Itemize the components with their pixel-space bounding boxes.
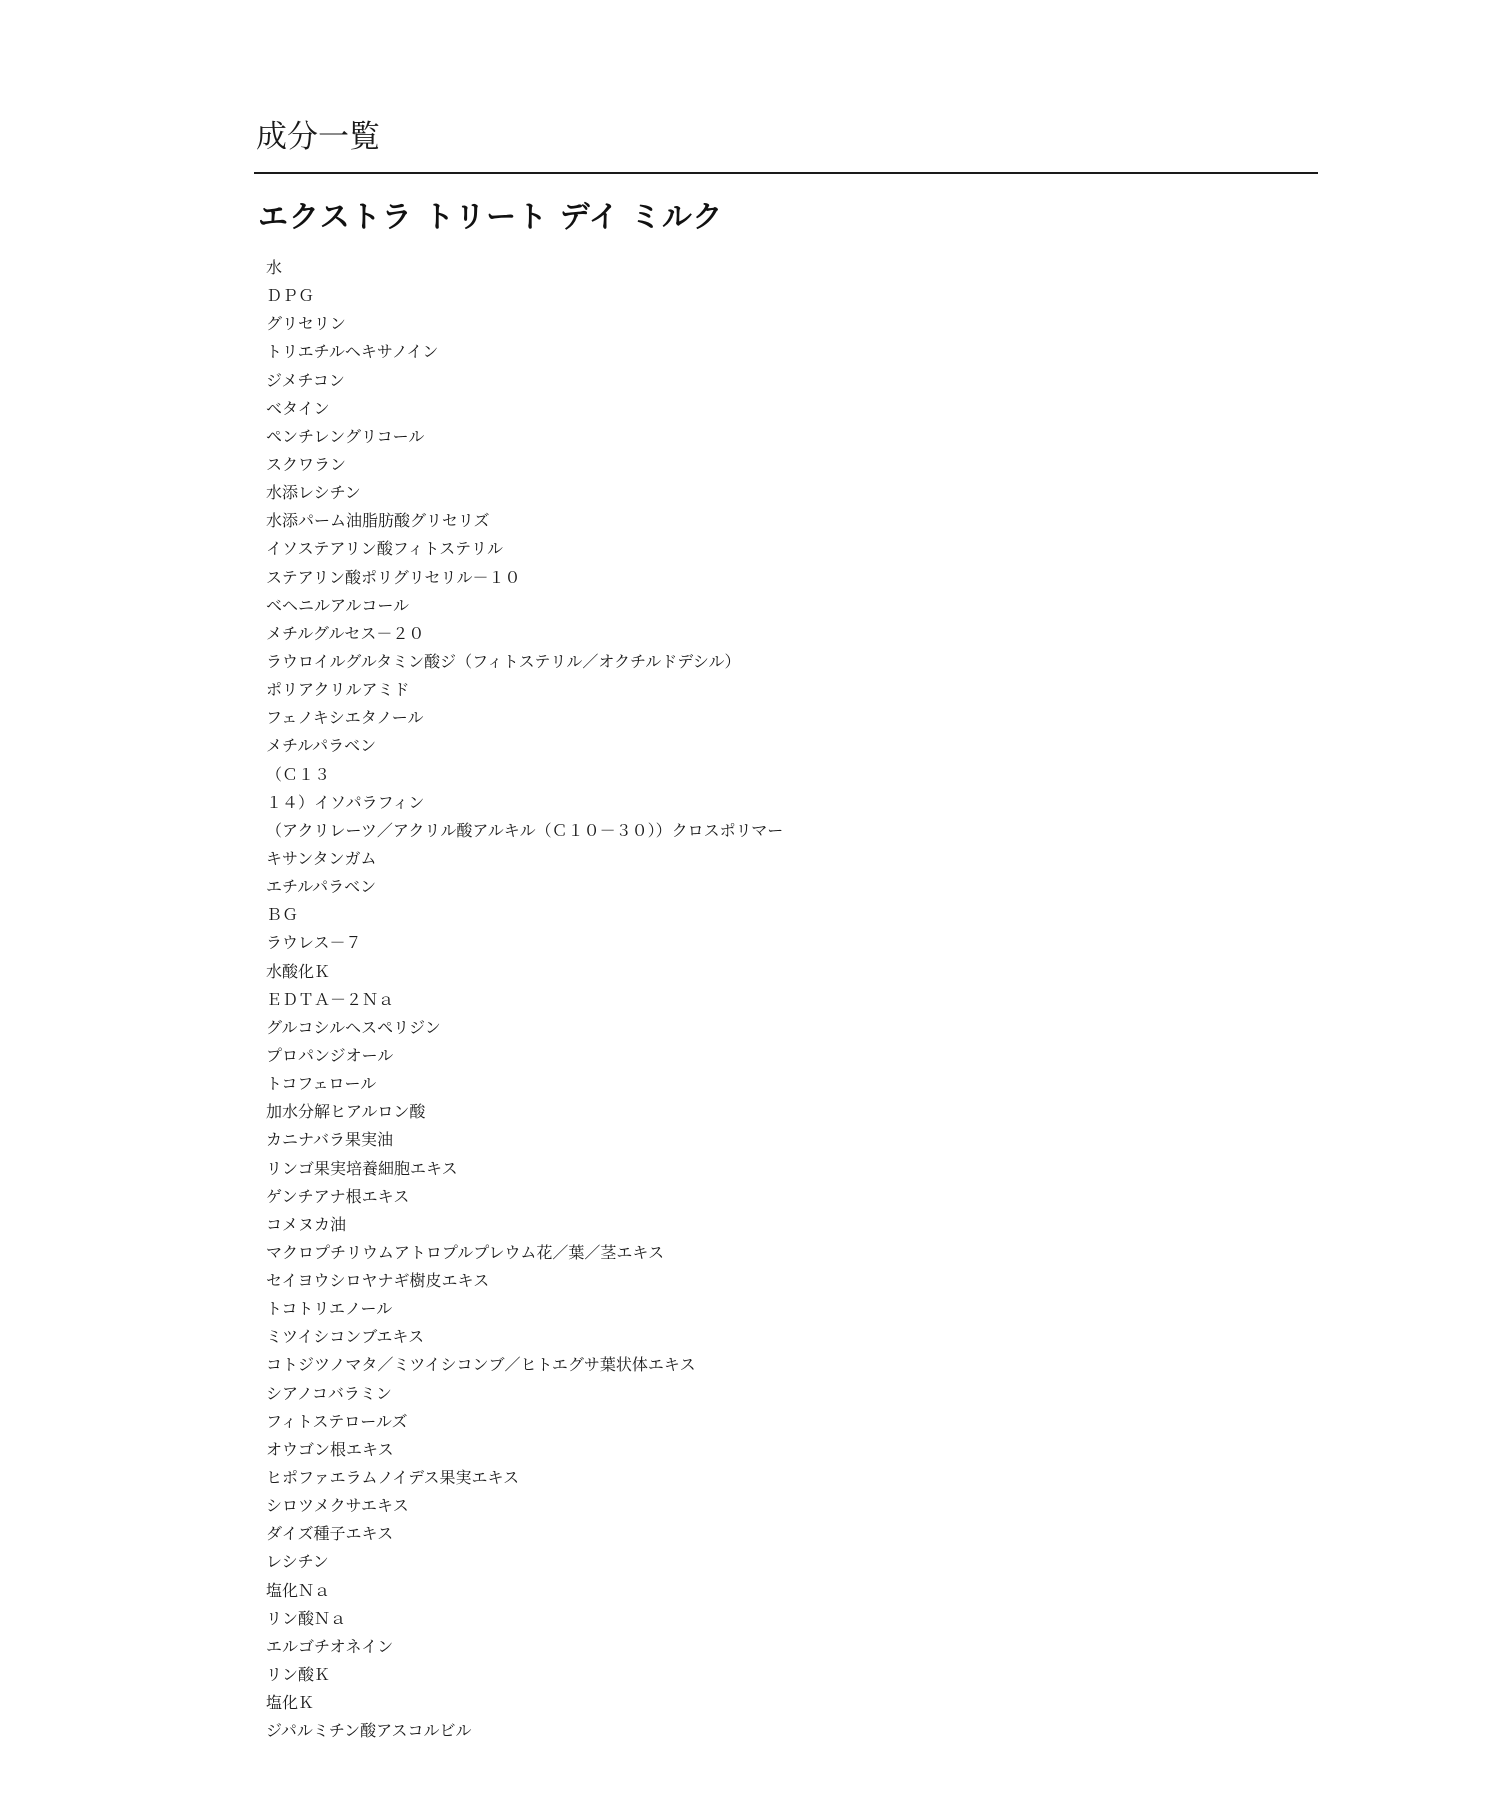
title-divider <box>254 172 1318 174</box>
list-item: トコトリエノール <box>266 1299 393 1319</box>
list-item: スクワラン <box>266 454 347 474</box>
list-item: トリエチルヘキサノイン <box>266 342 439 362</box>
list-item: 塩化Ｋ <box>266 1693 315 1713</box>
list-item: ＢＧ <box>266 905 299 925</box>
list-item: １４）イソパラフィン <box>266 792 425 812</box>
list-item: プロパンジオール <box>266 1045 394 1065</box>
list-item: オウゴン根エキス <box>266 1439 394 1459</box>
list-item: エルゴチオネイン <box>266 1636 394 1656</box>
list-item: フィトステロールズ <box>266 1411 408 1431</box>
list-item: イソステアリン酸フィトステリル <box>266 539 503 559</box>
list-item: ラウロイルグルタミン酸ジ（フィトステリル／オクチルドデシル） <box>266 651 741 671</box>
list-item: ペンチレングリコール <box>266 426 425 446</box>
list-item: 水 <box>266 258 283 277</box>
list-item: 塩化Ｎａ <box>266 1580 331 1600</box>
list-item: （アクリレーツ／アクリル酸アルキル（Ｃ１０－３０））クロスポリマー <box>266 820 784 840</box>
list-item: シロツメクサエキス <box>266 1496 409 1516</box>
list-item: カニナバラ果実油 <box>266 1130 394 1150</box>
list-item: （Ｃ１３ <box>266 764 331 784</box>
list-item: フェノキシエタノール <box>266 708 424 728</box>
list-item: ベタイン <box>266 398 330 418</box>
product-name: エクストラ トリート デイ ミルク <box>258 200 724 235</box>
list-item: ポリアクリルアミド <box>266 680 410 700</box>
ingredient-document <box>254 0 1318 1800</box>
list-item: ステアリン酸ポリグリセリル－１０ <box>266 567 521 587</box>
list-item: ベヘニルアルコール <box>266 595 410 615</box>
list-item: ヒポファエラムノイデス果実エキス <box>266 1468 520 1488</box>
list-item: ゲンチアナ根エキス <box>266 1186 410 1206</box>
list-item: シアノコバラミン <box>266 1383 392 1403</box>
list-item: 水添パーム油脂肪酸グリセリズ <box>266 511 490 531</box>
list-item: ジメチコン <box>266 370 345 390</box>
ingredient-list <box>266 254 783 1745</box>
list-item: トコフェロール <box>266 1074 377 1094</box>
list-item: キサンタンガム <box>266 848 377 868</box>
list-item: 水添レシチン <box>266 483 361 503</box>
list-item: ＤＰＧ <box>266 286 315 306</box>
list-item: リンゴ果実培養細胞エキス <box>266 1158 458 1178</box>
section-title: 成分一覧 <box>256 119 380 155</box>
list-item: 加水分解ヒアルロン酸 <box>266 1102 426 1122</box>
list-item: メチルグルセス－２０ <box>266 623 425 643</box>
list-item: ジパルミチン酸アスコルビル <box>266 1721 472 1741</box>
list-item: ＥＤＴＡ－２Ｎａ <box>266 989 395 1009</box>
list-item: 水酸化Ｋ <box>266 961 331 981</box>
list-item: セイヨウシロヤナギ樹皮エキス <box>266 1271 490 1291</box>
list-item: リン酸Ｎａ <box>266 1608 347 1628</box>
list-item: ラウレス－７ <box>266 933 362 953</box>
list-item: マクロプチリウムアトロプルプレウム花／葉／茎エキス <box>266 1242 665 1262</box>
list-item: エチルパラベン <box>266 877 377 897</box>
list-item: メチルパラベン <box>266 736 377 756</box>
list-item: グルコシルヘスペリジン <box>266 1017 441 1037</box>
list-item: コトジツノマタ／ミツイシコンブ／ヒトエグサ葉状体エキス <box>266 1355 696 1375</box>
list-item: レシチン <box>266 1552 329 1572</box>
list-item: ミツイシコンブエキス <box>266 1327 425 1347</box>
list-item: ダイズ種子エキス <box>266 1524 394 1544</box>
list-item: リン酸Ｋ <box>266 1665 331 1685</box>
list-item: コメヌカ油 <box>266 1214 347 1234</box>
list-item: グリセリン <box>266 314 346 334</box>
